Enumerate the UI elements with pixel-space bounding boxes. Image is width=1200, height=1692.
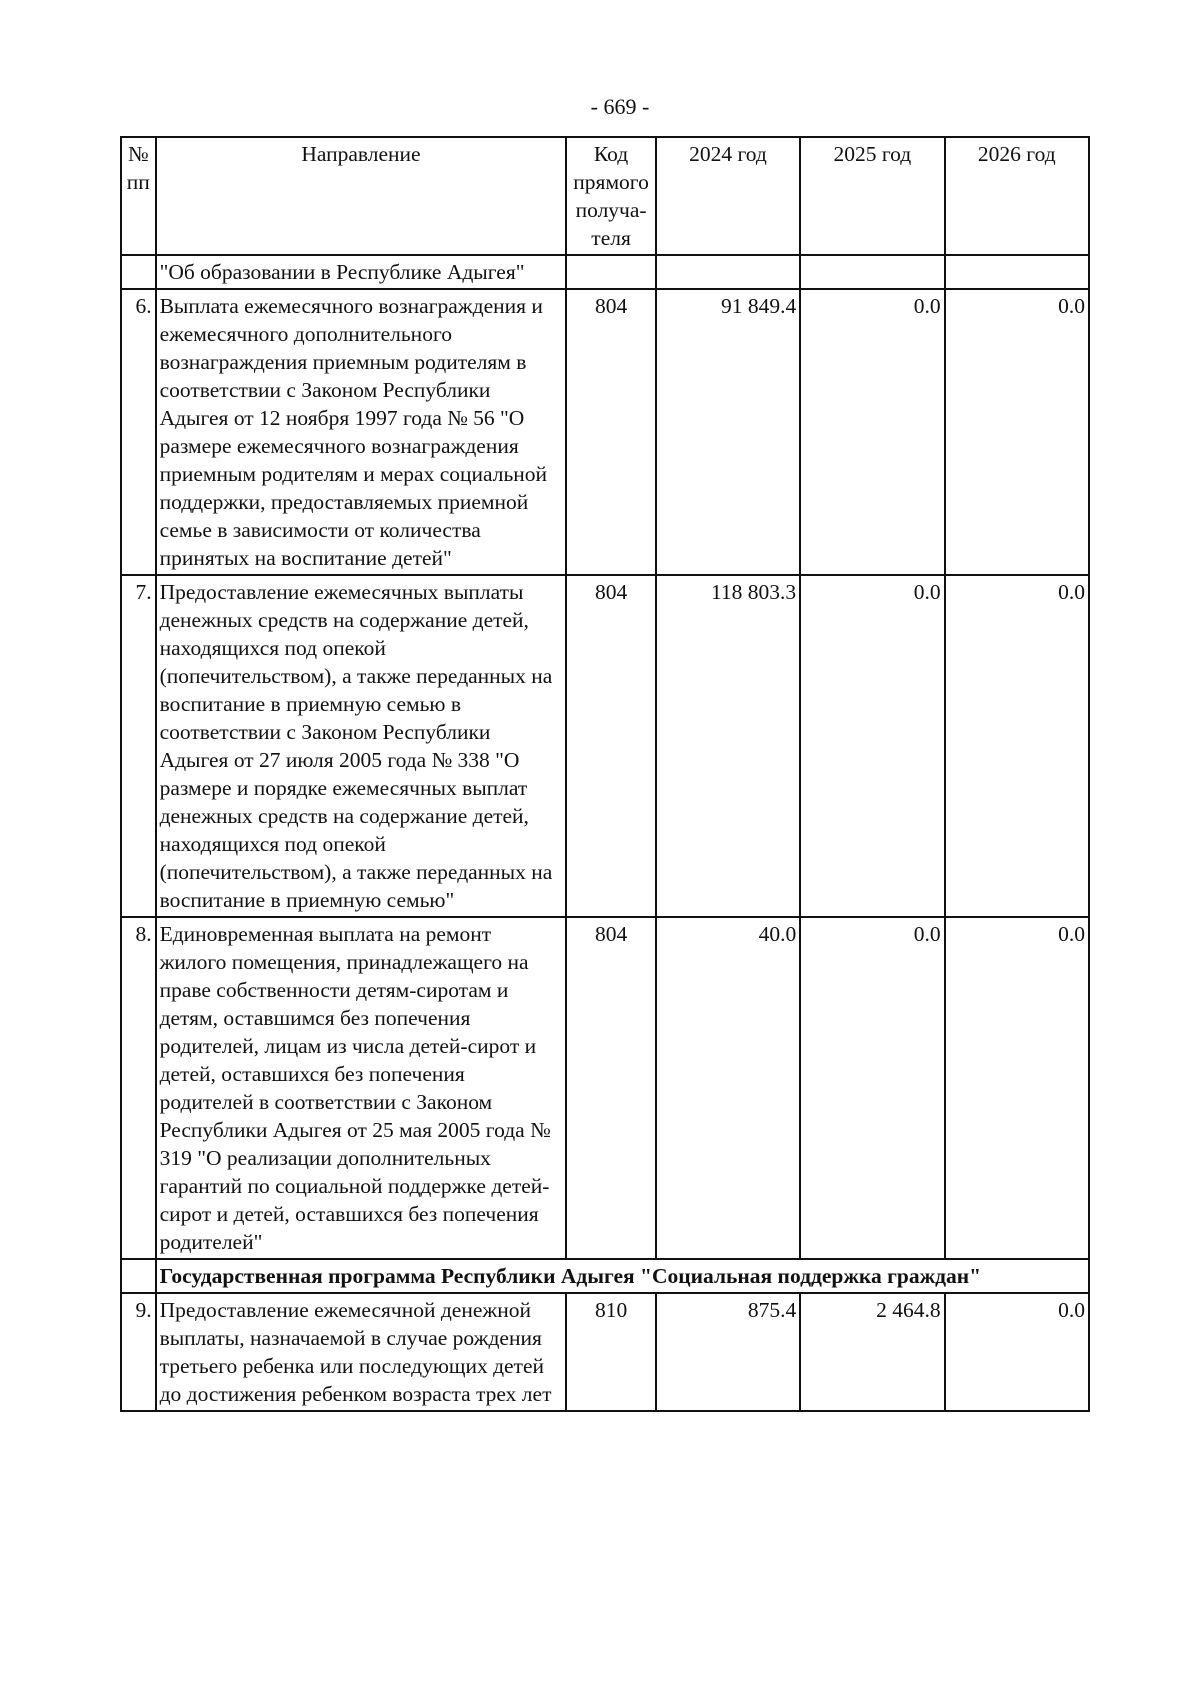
continuation-text: "Об образовании в Республике Адыгея": [156, 255, 567, 289]
row-2025: 2 464.8: [800, 1293, 944, 1411]
row-code: 810: [566, 1293, 655, 1411]
row-code: 804: [566, 917, 655, 1259]
row-2024: 40.0: [656, 917, 800, 1259]
page-number: - 669 -: [590, 94, 650, 119]
row-direction: Выплата ежемесячного вознаграждения и ежемесячного дополнительного вознаграждения приемным родителям в соответствии с Законом Республики Адыгея от 12 ноября 1997 года № 56 "О размере ежемесячного вознаграждения приемным родителям и мерах социальной поддержки, предоставляемых приемной семье в зависимости от количества принятых на воспитание детей": [156, 289, 567, 575]
budget-table: [120, 136, 1090, 1412]
row-2024: 118 803.3: [656, 575, 800, 917]
row-2026: 0.0: [945, 575, 1089, 917]
row-num: 6.: [121, 289, 156, 575]
row-num: 8.: [121, 917, 156, 1259]
table-row: [121, 917, 1089, 1259]
header-code: Код прямого получа-теля: [566, 137, 655, 255]
table-row: [121, 289, 1089, 575]
header-direction: Направление: [156, 137, 567, 255]
row-2025: 0.0: [800, 917, 944, 1259]
header-2026: 2026 год: [945, 137, 1089, 255]
row-code: 804: [566, 289, 655, 575]
row-num: 7.: [121, 575, 156, 917]
row-2026: 0.0: [945, 917, 1089, 1259]
row-num: 9.: [121, 1293, 156, 1411]
row-2024: 875.4: [656, 1293, 800, 1411]
table-row: [121, 1293, 1089, 1411]
header-num: № пп: [121, 137, 156, 255]
row-2025: 0.0: [800, 289, 944, 575]
row-direction: Единовременная выплата на ремонт жилого помещения, принадлежащего на праве собственности детям-сиротам и детям, оставшимся без попечения родителей, лицам из числа детей-сирот и детей, оставшихся без попечения родителей в соответствии с Законом Республики Адыгея от 25 мая 2005 года № 319 "О реализации дополнительных гарантий по социальной поддержке детей-сирот и детей, оставшихся без попечения родителей": [156, 917, 567, 1259]
row-2026: 0.0: [945, 289, 1089, 575]
table-header-row: [121, 137, 1089, 255]
table-row: [121, 575, 1089, 917]
row-direction: Предоставление ежемесячных выплаты денежных средств на содержание детей, находящихся под опекой (попечительством), а также переданных на воспитание в приемную семью в соответствии с Законом Республики Адыгея от 27 июля 2005 года № 338 "О размере и порядке ежемесячных выплат денежных средств на содержание детей, находящихся под опекой (попечительством), а также переданных на воспитание в приемную семью": [156, 575, 567, 917]
row-code: 804: [566, 575, 655, 917]
header-2025: 2025 год: [800, 137, 944, 255]
row-2024: 91 849.4: [656, 289, 800, 575]
row-direction: Предоставление ежемесячной денежной выплаты, назначаемой в случае рождения третьего ребенка или последующих детей до достижения ребенком возраста трех лет: [156, 1293, 567, 1411]
program-title: Государственная программа Республики Адыгея "Социальная поддержка граждан": [156, 1259, 1089, 1293]
program-row: [121, 1259, 1089, 1293]
header-2024: 2024 год: [656, 137, 800, 255]
table-row-continuation: [121, 255, 1089, 289]
row-2025: 0.0: [800, 575, 944, 917]
row-2026: 0.0: [945, 1293, 1089, 1411]
